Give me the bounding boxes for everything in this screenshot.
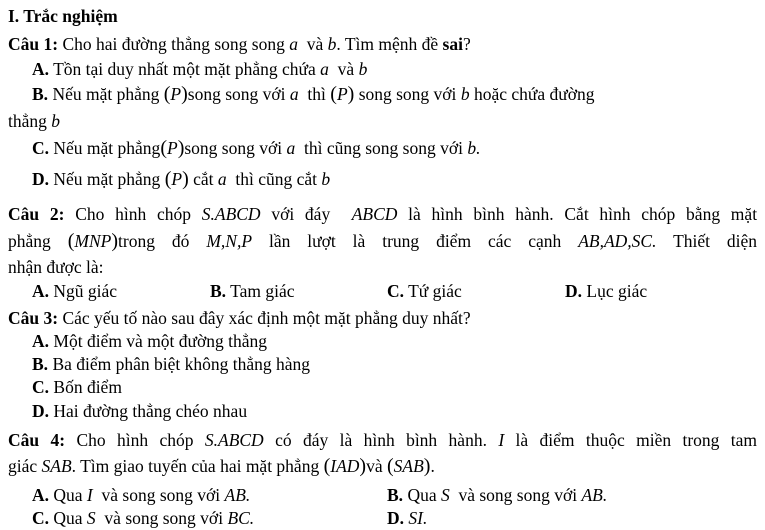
q2-lparen: ( (67, 230, 75, 252)
q4-var-i: I (498, 430, 505, 450)
q1-option-d (32, 168, 330, 190)
q1-option-c (32, 137, 480, 159)
q4-option-a (32, 484, 250, 506)
q1-option-b-var-a: a (289, 84, 299, 104)
q4-option-b-text-2: và song song với (458, 485, 578, 505)
question-2-label: Câu 2: (8, 204, 65, 224)
q1-stem-text-2: . Tìm mệnh đề (336, 34, 439, 54)
question-4-label: Câu 4: (8, 430, 66, 450)
q1-option-b-rparen: ) (181, 83, 188, 105)
q4-option-c-text-2: và song song với (104, 508, 224, 528)
q4-var-iad: IAD (330, 456, 360, 476)
q1-option-b-text-4: song song với (358, 84, 457, 104)
question-2-stem-line-1 (8, 203, 757, 225)
question-1-label: Câu 1: (8, 34, 59, 54)
q4-option-c-var-s: S (86, 508, 96, 528)
q1-option-c-rparen: ) (177, 137, 185, 159)
q1-stem-end: ? (462, 34, 471, 54)
q3-option-a-letter: A. (32, 331, 50, 351)
q2-var-mnp-list: M,N,P (206, 231, 253, 251)
q1-option-b-text-3: thì (307, 84, 326, 104)
q3-option-b-text: Ba điểm phân biệt không thẳng hàng (52, 354, 311, 374)
question-4-stem-line-2 (8, 455, 435, 477)
question-2-stem-line-2 (8, 230, 757, 252)
q4-option-b-var-ab: AB. (581, 485, 608, 505)
q3-stem-text: Các yếu tố nào sau đây xác định một mặt phẳng duy nhất? (62, 308, 471, 328)
q1-option-b (32, 83, 594, 105)
q4-option-d-var-si: SI. (408, 508, 428, 528)
q2-var-edges: AB,AD,SC. (578, 231, 657, 251)
q3-option-c (32, 376, 122, 398)
q3-option-d-letter: D. (32, 401, 50, 421)
q2-var-sabcd: S.ABCD (201, 204, 261, 224)
q4-text-4: giác (8, 456, 38, 476)
q3-option-d (32, 400, 247, 422)
q1-option-b-cont-text: thẳng (8, 111, 47, 131)
q2-option-d-text: Lục giác (586, 281, 648, 301)
q1-option-c-text-3: thì cũng song song với (303, 138, 463, 158)
q4-option-d (387, 507, 427, 529)
q1-option-c-text-2: song song với (184, 138, 283, 158)
question-2-stem-line-3: nhận được là: (8, 257, 104, 277)
q1-option-c-var-b: b. (467, 138, 481, 158)
q2-text-6: lần lượt là trung điểm các cạnh (268, 231, 562, 251)
q2-option-c (387, 280, 462, 302)
q1-option-d-var-b: b (321, 169, 331, 189)
question-1-stem (8, 33, 471, 55)
q1-option-d-text-2: cắt (193, 169, 214, 189)
q2-text-1: Cho hình chóp (75, 204, 191, 224)
q4-option-a-letter: A. (32, 485, 50, 505)
q4-option-d-letter: D. (387, 508, 405, 528)
question-4-stem-line-1 (8, 429, 757, 451)
q1-option-a-and: và (337, 59, 355, 79)
q4-option-c-var-bc: BC. (227, 508, 255, 528)
q1-option-a-var-a: a (320, 59, 329, 79)
q2-option-a-text: Ngũ giác (53, 281, 118, 301)
q1-option-b-letter: B. (32, 84, 49, 104)
q1-var-a: a (289, 34, 298, 54)
q2-option-b (210, 280, 295, 302)
q1-option-c-text-1: Nếu mặt phẳng (53, 138, 161, 158)
q1-option-d-text-3: thì cũng cắt (235, 169, 318, 189)
q2-text-7: Thiết diện (673, 231, 758, 251)
q1-option-b-plane-p: P (170, 84, 182, 104)
q1-keyword: sai (442, 34, 463, 54)
q1-option-b-lparen-2: ( (330, 83, 337, 105)
section-title: I. Trắc nghiệm (8, 6, 118, 26)
q3-option-a (32, 330, 267, 352)
q1-option-c-var-a: a (286, 138, 296, 158)
q4-rparen-1: ) (359, 455, 367, 477)
q4-option-a-text-1: Qua (53, 485, 83, 505)
q1-option-d-plane-p: P (171, 169, 183, 189)
q4-var-sabcd: S.ABCD (204, 430, 264, 450)
q4-text-3: là điểm thuộc miền trong tam (515, 430, 758, 450)
q1-option-a (32, 58, 367, 80)
q4-option-b-var-s: S (440, 485, 450, 505)
q4-option-a-var-ab: AB. (224, 485, 251, 505)
q1-option-d-text-1: Nếu mặt phẳng (53, 169, 161, 189)
q2-option-a (32, 280, 117, 302)
q1-option-b-continuation (8, 110, 60, 132)
q1-option-b-text-2: song song với (187, 84, 286, 104)
q2-option-b-letter: B. (210, 281, 227, 301)
q3-option-c-text: Bốn điểm (53, 377, 122, 397)
q4-option-a-text-2: và song song với (101, 485, 221, 505)
q1-option-c-letter: C. (32, 138, 50, 158)
q2-text-2: với đáy (271, 204, 331, 224)
q4-text-7: . (430, 456, 435, 476)
q4-option-a-var-i: I (86, 485, 93, 505)
q1-option-a-text: Tồn tại duy nhất một mặt phẳng chứa (53, 59, 316, 79)
q2-option-a-letter: A. (32, 281, 50, 301)
q4-text-2: có đáy là hình bình hành. (275, 430, 487, 450)
q1-option-b-text-5: hoặc chứa đường (473, 84, 595, 104)
q2-text-4: phẳng (8, 231, 51, 251)
q4-option-b-text-1: Qua (407, 485, 437, 505)
q1-option-a-letter: A. (32, 59, 50, 79)
q2-text-3: là hình bình hành. Cắt hình chóp bằng mặt (408, 204, 758, 224)
q3-option-d-text: Hai đường thẳng chéo nhau (53, 401, 248, 421)
q4-var-sab-2: SAB (393, 456, 424, 476)
q2-var-mnp: MNP (74, 231, 112, 251)
q4-option-c-letter: C. (32, 508, 50, 528)
q4-var-sab: SAB (41, 456, 72, 476)
q3-option-a-text: Một điểm và một đường thẳng (53, 331, 268, 351)
q2-option-d-letter: D. (565, 281, 583, 301)
q2-option-c-text: Tứ giác (408, 281, 462, 301)
question-3-label: Câu 3: (8, 308, 59, 328)
q2-option-b-text: Tam giác (230, 281, 295, 301)
q3-option-b (32, 353, 310, 375)
q4-option-b (387, 484, 607, 506)
q1-option-d-lparen: ( (164, 168, 172, 190)
q1-option-b-lparen: ( (163, 83, 171, 105)
q4-text-5: . Tìm giao tuyến của hai mặt phẳng (71, 456, 320, 476)
q4-rparen-2: ) (423, 455, 431, 477)
q2-option-d (565, 280, 647, 302)
q1-stem-text: Cho hai đường thẳng song song (62, 34, 285, 54)
q1-option-a-var-b: b (358, 59, 368, 79)
q4-text-6: và (366, 456, 383, 476)
q4-lparen-2: ( (386, 455, 394, 477)
q4-option-b-letter: B. (387, 485, 404, 505)
q1-option-b-plane-p-2: P (336, 84, 348, 104)
q1-option-b-var-b-2: b (51, 111, 61, 131)
q1-option-d-var-a: a (217, 169, 227, 189)
question-3-stem (8, 307, 471, 329)
q1-option-b-var-b: b (460, 84, 470, 104)
q2-option-c-letter: C. (387, 281, 405, 301)
q4-text-1: Cho hình chóp (76, 430, 194, 450)
q2-var-abcd: ABCD (351, 204, 398, 224)
q3-option-c-letter: C. (32, 377, 50, 397)
q3-option-b-letter: B. (32, 354, 49, 374)
q1-var-b: b (327, 34, 337, 54)
q2-text-5: trong đó (118, 231, 190, 251)
q1-option-c-plane-p: P (166, 138, 178, 158)
q4-option-c-text-1: Qua (53, 508, 83, 528)
q1-option-d-rparen: ) (182, 168, 189, 190)
q1-and: và (306, 34, 324, 54)
q4-lparen-1: ( (323, 455, 331, 477)
q1-option-b-rparen-2: ) (347, 83, 355, 105)
q1-option-c-lparen: ( (160, 137, 167, 159)
q4-option-c (32, 507, 254, 529)
q1-option-d-letter: D. (32, 169, 50, 189)
q1-option-b-text-1: Nếu mặt phẳng (52, 84, 160, 104)
q2-rparen: ) (111, 230, 119, 252)
